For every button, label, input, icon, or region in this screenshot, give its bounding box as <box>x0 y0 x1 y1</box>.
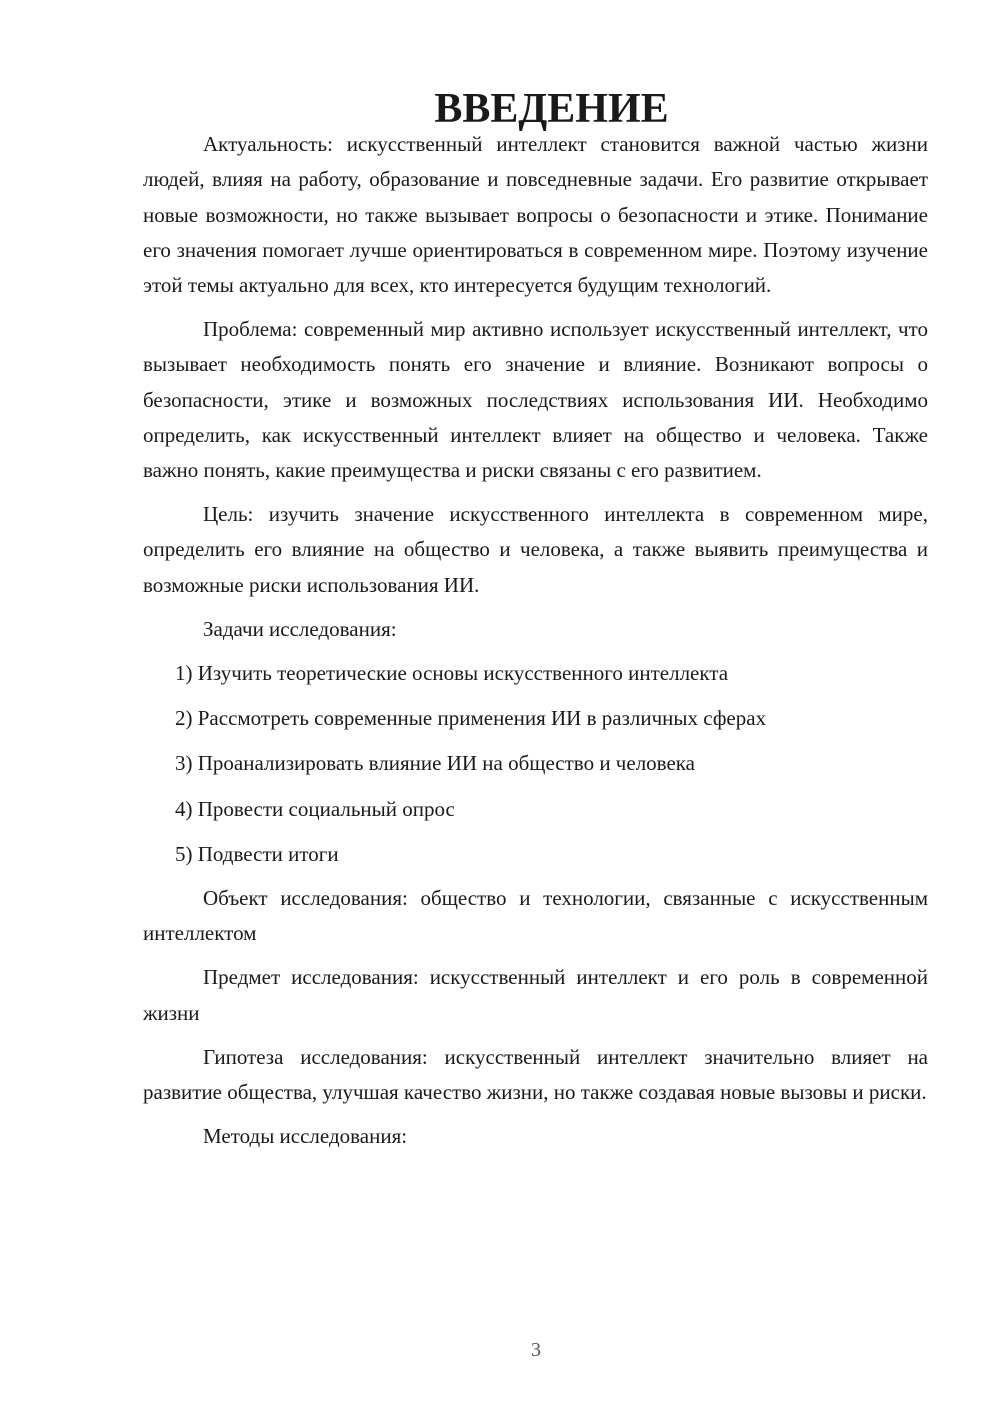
problem-paragraph: Проблема: современный мир активно использует искусственный интеллект, что вызывает необходимость понять его значение и влияние. Возникают вопросы о безопасности, этике и возможных последствиях использования ИИ. Необходимо определить, как искусственный интеллект влияет на общество и человека. Также важно понять, какие преимущества и риски связаны с его развитием. <box>143 317 928 483</box>
page-number: 3 <box>531 1339 541 1361</box>
subject-paragraph: Предмет исследования: искусственный интеллект и его роль в современной жизни <box>143 965 928 1025</box>
list-item: 4) Провести социальный опрос <box>175 796 455 821</box>
relevance-paragraph: Актуальность: искусственный интеллект становится важной частью жизни людей, влияя на работу, образование и повседневные задачи. Его развитие открывает новые возможности, но также вызывает вопросы о безопасности и этике. Понимание его значения помогает лучше ориентироваться в современном мире. Поэтому изучение этой темы актуально для всех, кто интересуется будущим технологий. <box>143 132 928 297</box>
hypothesis-paragraph: Гипотеза исследования: искусственный интеллект значительно влияет на развитие общества, улучшая качество жизни, но также создавая новые вызовы и риски. <box>143 1044 928 1104</box>
tasks-list <box>143 656 928 872</box>
goal-paragraph: Цель: изучить значение искусственного интеллекта в современном мире, определить его влияние на общество и человека, а также выявить преимущества и возможные риски использования ИИ. <box>143 502 928 597</box>
page-content <box>143 86 928 1163</box>
list-item: 3) Проанализировать влияние ИИ на общество и человека <box>175 751 695 776</box>
page-title: ВВЕДЕНИЕ <box>434 86 669 132</box>
methods-paragraph: Методы исследования: <box>203 1124 408 1149</box>
object-paragraph: Объект исследования: общество и технологии, связанные с искусственным интеллектом <box>143 885 928 946</box>
list-item: 1) Изучить теоретические основы искусственного интеллекта <box>175 661 729 686</box>
list-item: 2) Рассмотреть современные применения ИИ в различных сферах <box>175 706 767 731</box>
list-item: 5) Подвести итоги <box>175 841 339 866</box>
tasks-intro: Задачи исследования: <box>203 616 397 641</box>
